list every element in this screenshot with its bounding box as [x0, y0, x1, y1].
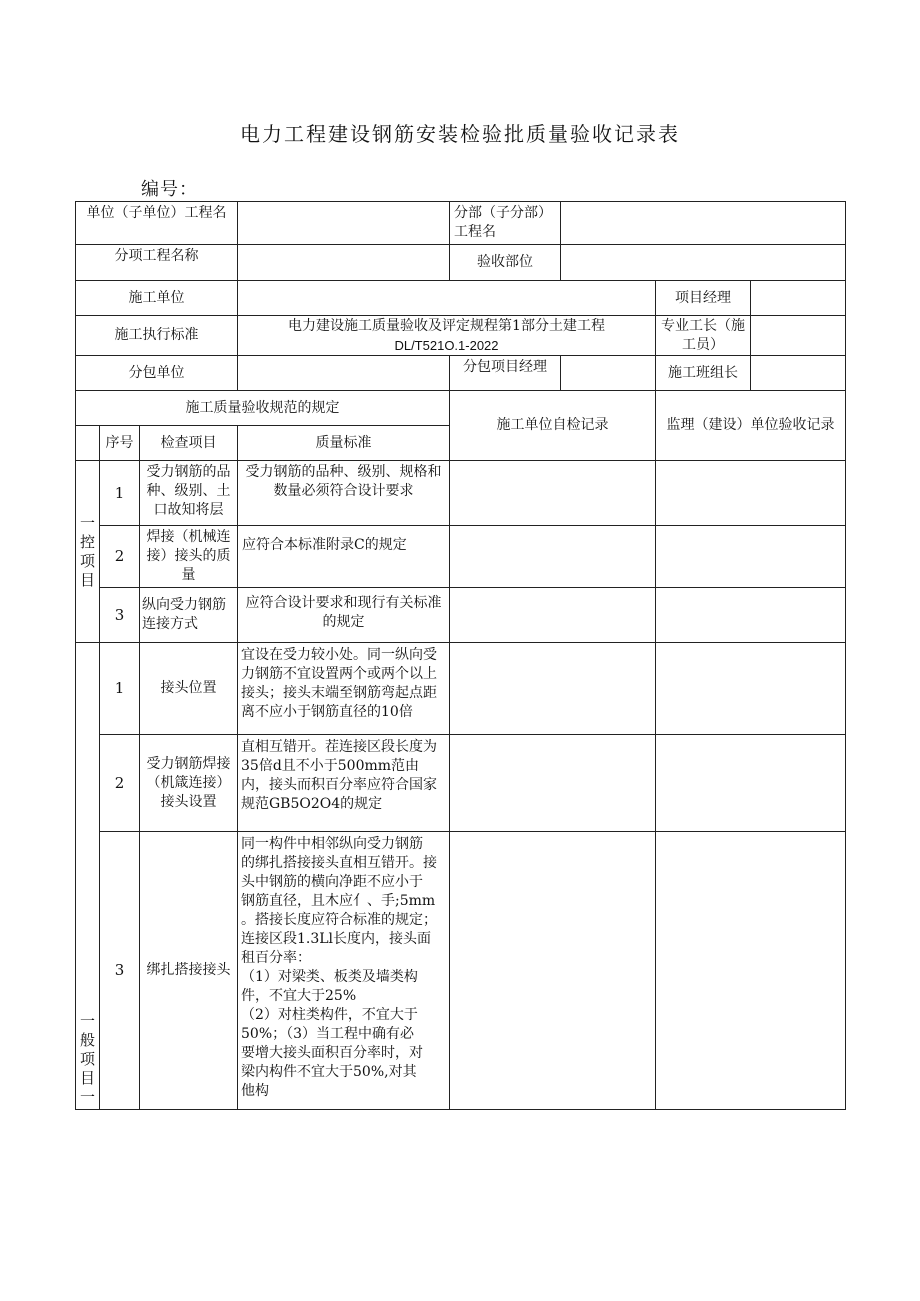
self-check-cell[interactable]: [450, 735, 656, 832]
item-project-label: 分项工程名称: [76, 245, 238, 281]
seq-heading: 序号: [100, 426, 140, 461]
general-seq: 2: [100, 735, 140, 832]
standard-line: 租百分率：: [241, 950, 311, 966]
supervision-check-cell[interactable]: [656, 461, 846, 526]
supervision-check-cell[interactable]: [656, 588, 846, 643]
exec-standard-name: 电力建设施工质量验收及评定规程第1部分土建工程: [288, 317, 605, 334]
main-control-category: [76, 461, 100, 643]
standard-line: 50%；（3）当工程中确有必: [241, 1026, 415, 1042]
header-row-2: [76, 245, 846, 281]
sub-project-label: 分部（子分部）工程名: [450, 202, 561, 245]
standard-line: 的绑扎搭接接头直相互错开。接: [241, 855, 437, 871]
main-control-item: 受力钢筋的品种、级别、土口故知将层: [140, 461, 238, 526]
exec-standard-label: 施工执行标准: [76, 316, 238, 356]
subcontractor-label: 分包单位: [76, 356, 238, 391]
spec-rules-heading: 施工质量验收规范的规定: [76, 391, 450, 426]
standard-line: 连接区段1.3Ll长度内，接头面: [241, 931, 432, 947]
general-standard: 直相互错开。茬连接区段长度为35倍d且不小于500mm范由内，接头而积百分率应符合国家规范GB5O2O4的规定: [238, 735, 450, 832]
general-char: 一: [79, 1088, 95, 1106]
sub-project-value[interactable]: [561, 202, 846, 245]
general-category: [76, 643, 100, 1110]
technical-leader-value[interactable]: [751, 316, 846, 356]
main-control-seq: 2: [100, 526, 140, 588]
unit-project-value[interactable]: [238, 202, 450, 245]
self-check-cell[interactable]: [450, 832, 656, 1110]
standard-line: 。搭接长度应符合标准的规定；: [241, 912, 437, 928]
spec-heading-row: [76, 391, 846, 426]
main-control-standard: 应符合本标准附录C的规定: [238, 526, 450, 588]
main-control-char: 控: [79, 532, 95, 551]
supervision-check-cell[interactable]: [656, 526, 846, 588]
exec-standard-value: [238, 316, 656, 356]
main-control-item: 纵向受力钢筋连接方式: [140, 588, 238, 643]
team-leader-label: 施工班组长: [656, 356, 751, 391]
general-seq: 1: [100, 643, 140, 735]
self-check-cell[interactable]: [450, 588, 656, 643]
quality-standard-heading: 质量标准: [238, 426, 450, 461]
standard-line: 梁内构件不宜大于50%,对其: [241, 1064, 417, 1080]
inspection-part-label: 验收部位: [450, 245, 561, 281]
standard-line: 头中钢筋的横向净距不应小于: [241, 874, 423, 890]
general-row-3: [76, 832, 846, 1110]
header-row-1: [76, 202, 846, 245]
general-row-1: [76, 643, 846, 735]
standard-line: 件，不宜大于25%: [241, 988, 357, 1004]
general-standard: [238, 832, 450, 1110]
standard-line: （1）对梁类、板类及墙类构: [241, 969, 418, 985]
general-item: 接头位置: [140, 643, 238, 735]
main-control-char: 目: [79, 570, 95, 589]
standard-line: 钢筋直径，且木应亻、手;5mm: [241, 893, 436, 909]
self-check-cell[interactable]: [450, 461, 656, 526]
main-control-item: 焊接（机械连接）接头的质量: [140, 526, 238, 588]
supervision-check-cell[interactable]: [656, 643, 846, 735]
general-row-2: [76, 735, 846, 832]
supervision-check-cell[interactable]: [656, 832, 846, 1110]
project-manager-label: 项目经理: [656, 281, 751, 316]
standard-line: 要增大接头面积百分率时，对: [241, 1045, 423, 1061]
main-control-seq: 1: [100, 461, 140, 526]
supervision-check-cell[interactable]: [656, 735, 846, 832]
general-standard: 宜设在受力较小处。同一纵向受力钢筋不宜设置两个或两个以上接头；接头末端至钢筋弯起点距离不应小于钢筋直径的10倍: [238, 643, 450, 735]
inspection-record-table: [75, 201, 846, 1110]
supervision-check-heading: 监理（建设）单位验收记录: [656, 391, 846, 461]
sub-project-manager-label: 分包项目经理: [450, 356, 561, 391]
technical-leader-label: 专业工长（施工员）: [656, 316, 751, 356]
form-title: 电力工程建设钢筋安装检验批质量验收记录表: [240, 122, 680, 146]
main-control-seq: 3: [100, 588, 140, 643]
main-control-standard: 受力钢筋的品种、级别、规格和数量必须符合设计要求: [238, 461, 450, 526]
subcontractor-value[interactable]: [238, 356, 450, 391]
header-row-3: [76, 281, 846, 316]
exec-standard-code: DL/T521O.1-2022: [394, 337, 499, 353]
standard-line: （2）对柱类构件，不宜大于: [241, 1007, 418, 1023]
sub-project-manager-value[interactable]: [561, 356, 656, 391]
self-check-cell[interactable]: [450, 526, 656, 588]
header-row-5: [76, 356, 846, 391]
check-item-heading: 检查项目: [140, 426, 238, 461]
construction-unit-label: 施工单位: [76, 281, 238, 316]
category-heading-blank: [76, 426, 100, 461]
project-manager-value[interactable]: [751, 281, 846, 316]
general-char: 般: [79, 1031, 95, 1049]
main-control-standard: 应符合设计要求和现行有关标准的规定: [238, 588, 450, 643]
unit-project-label: 单位（子单位）工程名: [76, 202, 238, 245]
general-item: 受力钢筋焊接（机箴连接）接头设置: [140, 735, 238, 832]
general-char: 一: [79, 1012, 95, 1030]
main-control-row-1: [76, 461, 846, 526]
self-check-heading: 施工单位自检记录: [450, 391, 656, 461]
header-row-4: [76, 316, 846, 356]
self-check-cell[interactable]: [450, 643, 656, 735]
standard-line: 同一构件中相邻纵向受力钢筋: [241, 836, 423, 852]
general-char: 目: [79, 1069, 95, 1087]
inspection-part-value[interactable]: [561, 245, 846, 281]
doc-number-label: 编号：: [141, 179, 198, 200]
main-control-row-2: [76, 526, 846, 588]
construction-unit-value[interactable]: [238, 281, 656, 316]
item-project-value[interactable]: [238, 245, 450, 281]
main-control-row-3: [76, 588, 846, 643]
main-control-char: 一: [79, 513, 95, 532]
main-control-char: 项: [79, 551, 95, 570]
standard-line: 他构: [241, 1083, 269, 1099]
general-seq: 3: [100, 832, 140, 1110]
general-char: 项: [79, 1050, 95, 1068]
general-item: 绑扎搭接接头: [140, 832, 238, 1110]
team-leader-value[interactable]: [751, 356, 846, 391]
